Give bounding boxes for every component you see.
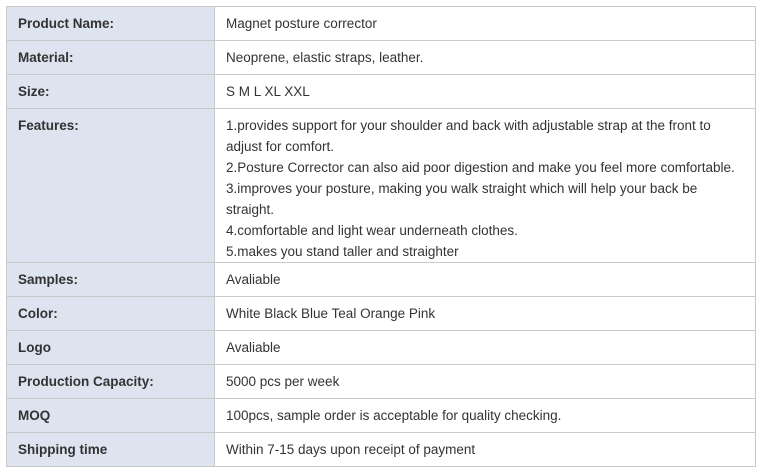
table-row-shipping-time [7, 433, 756, 467]
shipping-time-value: Within 7-15 days upon receipt of payment [215, 433, 756, 467]
feature-line-5: 5.makes you stand taller and straighter [226, 244, 459, 259]
material-value: Neoprene, elastic straps, leather. [215, 41, 756, 75]
product-spec-table [6, 6, 756, 467]
production-capacity-label: Production Capacity: [7, 365, 215, 399]
shipping-time-label: Shipping time [7, 433, 215, 467]
samples-label: Samples: [7, 263, 215, 297]
features-label: Features: [7, 109, 215, 263]
samples-value: Avaliable [215, 263, 756, 297]
color-label: Color: [7, 297, 215, 331]
table-row-material [7, 41, 756, 75]
moq-label: MOQ [7, 399, 215, 433]
feature-line-2: 2.Posture Corrector can also aid poor digestion and make you feel more comfortable. [226, 160, 735, 175]
table-row-size [7, 75, 756, 109]
logo-label: Logo [7, 331, 215, 365]
table-row-production-capacity [7, 365, 756, 399]
feature-line-4: 4.comfortable and light wear underneath clothes. [226, 223, 518, 238]
color-value: White Black Blue Teal Orange Pink [215, 297, 756, 331]
table-row-logo [7, 331, 756, 365]
table-row-product-name [7, 7, 756, 41]
features-value [215, 109, 756, 263]
table-row-samples [7, 263, 756, 297]
production-capacity-value: 5000 pcs per week [215, 365, 756, 399]
size-label: Size: [7, 75, 215, 109]
feature-line-1: 1.provides support for your shoulder and back with adjustable strap at the front to adjust for comfort. [226, 118, 711, 154]
material-label: Material: [7, 41, 215, 75]
table-row-features [7, 109, 756, 263]
moq-value: 100pcs, sample order is acceptable for quality checking. [215, 399, 756, 433]
table-row-moq [7, 399, 756, 433]
product-name-value: Magnet posture corrector [215, 7, 756, 41]
logo-value: Avaliable [215, 331, 756, 365]
feature-line-3: 3.improves your posture, making you walk straight which will help your back be straight. [226, 181, 698, 217]
size-value: S M L XL XXL [215, 75, 756, 109]
product-name-label: Product Name: [7, 7, 215, 41]
table-row-color [7, 297, 756, 331]
